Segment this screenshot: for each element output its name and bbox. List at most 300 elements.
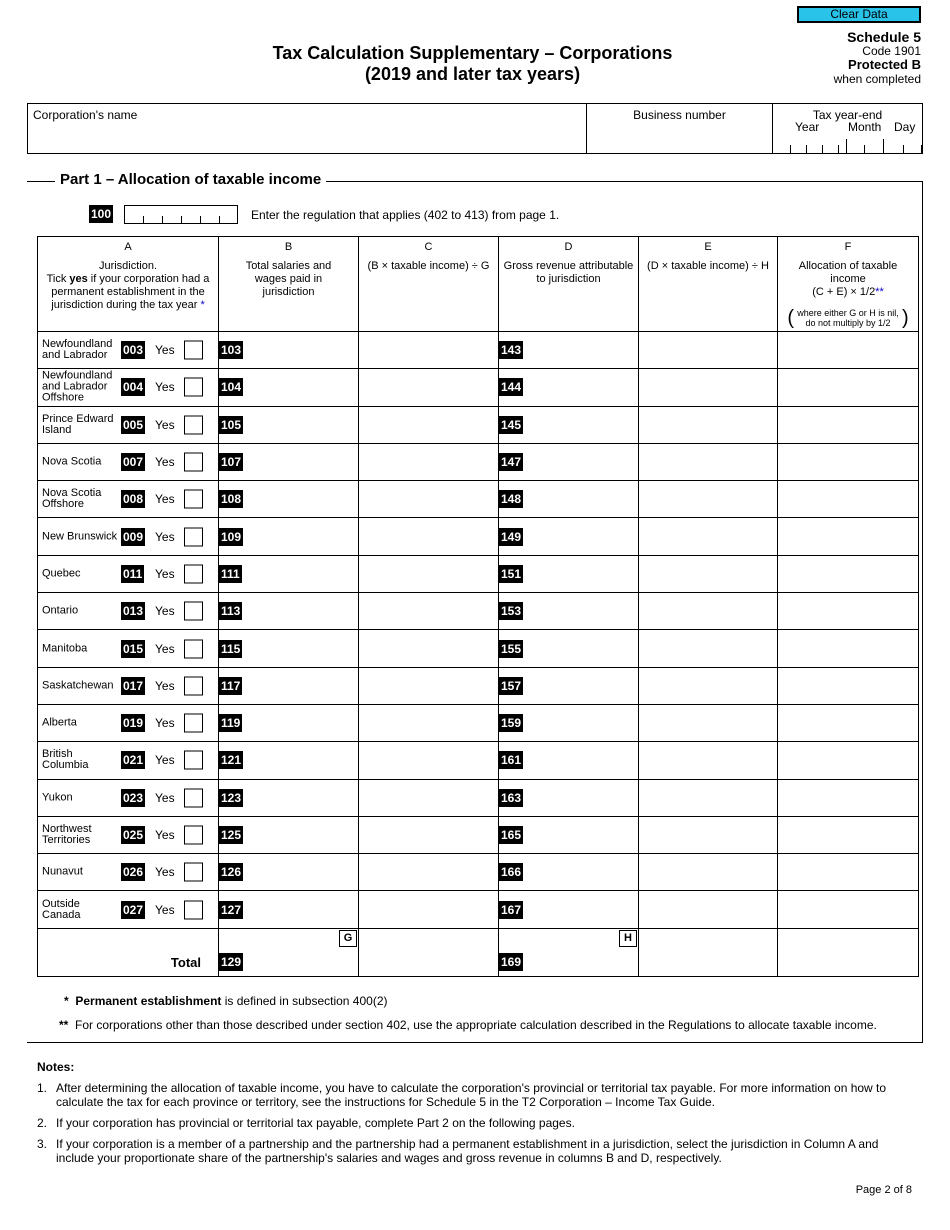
day-label: Day bbox=[894, 120, 916, 134]
date-separator bbox=[883, 139, 884, 153]
gross-revenue-code: 159 bbox=[501, 716, 522, 731]
jurisdiction-row bbox=[38, 443, 919, 480]
col-e-letter: E bbox=[704, 241, 712, 253]
salaries-code: 127 bbox=[221, 902, 242, 917]
jurisdiction-row bbox=[38, 593, 919, 630]
gross-revenue-code: 148 bbox=[501, 492, 522, 507]
jurisdiction-row bbox=[38, 854, 919, 891]
gross-revenue-field[interactable] bbox=[499, 593, 639, 630]
jurisdiction-name: Saskatchewan bbox=[42, 679, 114, 692]
jurisdiction-cell bbox=[38, 630, 219, 667]
jurisdiction-name: Manitoba bbox=[42, 642, 88, 655]
total-f-field[interactable] bbox=[778, 928, 919, 976]
total-label-cell bbox=[38, 928, 219, 976]
salaries-code: 111 bbox=[221, 566, 240, 581]
jurisdiction-code: 008 bbox=[123, 492, 144, 507]
calc-e-field[interactable] bbox=[639, 779, 778, 816]
jurisdiction-row bbox=[38, 704, 919, 741]
jurisdiction-code: 011 bbox=[123, 566, 143, 581]
jurisdiction-name: Yukon bbox=[42, 791, 73, 804]
jurisdiction-name: Nova Scotia bbox=[42, 455, 102, 468]
gross-revenue-code: 167 bbox=[501, 902, 522, 917]
jurisdiction-name: Nunavut bbox=[42, 865, 83, 878]
date-tick bbox=[921, 145, 922, 153]
date-tick bbox=[806, 145, 807, 153]
gross-revenue-field[interactable] bbox=[499, 406, 639, 443]
jurisdiction-cell bbox=[38, 891, 219, 928]
jurisdiction-row bbox=[38, 779, 919, 816]
jurisdiction-cell bbox=[38, 481, 219, 518]
calc-e-field[interactable] bbox=[639, 406, 778, 443]
schedule-code: Code 1901 bbox=[862, 44, 921, 58]
note-number: 2. bbox=[37, 1116, 48, 1130]
salaries-field[interactable] bbox=[219, 704, 359, 741]
jurisdiction-row bbox=[38, 630, 919, 667]
calc-e-field[interactable] bbox=[639, 854, 778, 891]
jurisdiction-name: Northwest Territories bbox=[42, 823, 92, 846]
calc-e-field[interactable] bbox=[639, 667, 778, 704]
gross-revenue-field[interactable] bbox=[499, 332, 639, 369]
gross-revenue-field[interactable] bbox=[499, 369, 639, 406]
yes-label: Yes bbox=[155, 641, 175, 656]
gross-revenue-field[interactable] bbox=[499, 667, 639, 704]
yes-label: Yes bbox=[155, 343, 175, 358]
salaries-code: 104 bbox=[221, 380, 242, 395]
yes-label: Yes bbox=[155, 865, 175, 880]
paren-left: ( bbox=[787, 307, 794, 329]
note-item bbox=[37, 1137, 917, 1165]
col-a-header bbox=[38, 237, 219, 332]
when-completed-label: when completed bbox=[833, 72, 921, 86]
salaries-field[interactable] bbox=[219, 891, 359, 928]
calc-e-field[interactable] bbox=[639, 891, 778, 928]
note-number: 3. bbox=[37, 1137, 48, 1151]
allocation-f-field[interactable] bbox=[778, 891, 919, 928]
allocation-f-field[interactable] bbox=[778, 593, 919, 630]
jurisdiction-cell bbox=[38, 667, 219, 704]
note-number: 1. bbox=[37, 1081, 48, 1095]
business-number-label: Business number bbox=[633, 108, 726, 122]
gross-revenue-field[interactable] bbox=[499, 779, 639, 816]
yes-checkbox[interactable] bbox=[184, 341, 203, 360]
salaries-code: 109 bbox=[221, 529, 242, 544]
col-b-letter: B bbox=[284, 241, 293, 253]
form-title-line2: (2019 and later tax years) bbox=[364, 64, 581, 84]
allocation-f-field[interactable] bbox=[778, 518, 919, 555]
regulation-instruction: Enter the regulation that applies (402 to 413) from page 1. bbox=[251, 208, 560, 222]
schedule-block bbox=[834, 30, 921, 86]
salaries-field[interactable] bbox=[219, 518, 359, 555]
yes-label: Yes bbox=[155, 753, 175, 768]
jurisdiction-row bbox=[38, 518, 919, 555]
part1-title: Part 1 – Allocation of taxable income bbox=[55, 171, 326, 188]
calc-e-field[interactable] bbox=[639, 593, 778, 630]
jurisdiction-row bbox=[38, 406, 919, 443]
calc-c-field[interactable] bbox=[359, 555, 499, 592]
gross-revenue-code: 147 bbox=[501, 455, 522, 470]
input-tick bbox=[181, 216, 182, 223]
jurisdiction-row bbox=[38, 369, 919, 406]
jurisdiction-row bbox=[38, 891, 919, 928]
calc-c-field[interactable] bbox=[359, 593, 499, 630]
calc-c-field[interactable] bbox=[359, 854, 499, 891]
footnote-1-term: Permanent establishment bbox=[75, 994, 222, 1008]
jurisdiction-code: 019 bbox=[123, 716, 144, 731]
input-tick bbox=[143, 216, 144, 223]
calc-c-field[interactable] bbox=[359, 369, 499, 406]
corporation-name-label: Corporation's name bbox=[33, 108, 138, 122]
salaries-code: 123 bbox=[221, 790, 242, 805]
jurisdiction-row bbox=[38, 816, 919, 853]
gross-revenue-field[interactable] bbox=[499, 854, 639, 891]
jurisdiction-cell bbox=[38, 518, 219, 555]
calc-c-field[interactable] bbox=[359, 518, 499, 555]
business-number-field[interactable] bbox=[587, 104, 773, 153]
salaries-field[interactable] bbox=[219, 593, 359, 630]
total-row bbox=[38, 928, 919, 976]
yes-checkbox[interactable] bbox=[184, 751, 203, 770]
identification-section bbox=[27, 103, 923, 154]
col-a-line1: Jurisdiction. bbox=[98, 260, 158, 272]
jurisdiction-cell bbox=[38, 593, 219, 630]
allocation-f-field[interactable] bbox=[778, 332, 919, 369]
jurisdiction-code: 013 bbox=[123, 604, 144, 619]
tax-year-end-label: Tax year-end bbox=[812, 108, 883, 122]
gross-revenue-code: 157 bbox=[501, 678, 522, 693]
tax-year-end-field[interactable] bbox=[773, 104, 922, 153]
calc-c-field[interactable] bbox=[359, 332, 499, 369]
col-b-header bbox=[219, 237, 359, 332]
clear-data-button[interactable]: Clear Data bbox=[797, 6, 921, 23]
date-tick bbox=[864, 145, 865, 153]
regulation-input[interactable] bbox=[124, 205, 238, 224]
allocation-f-field[interactable] bbox=[778, 704, 919, 741]
yes-checkbox[interactable] bbox=[184, 602, 203, 621]
jurisdiction-code: 003 bbox=[123, 343, 144, 358]
col-f-letter: F bbox=[844, 241, 852, 253]
yes-label: Yes bbox=[155, 902, 175, 917]
total-d-code: 169 bbox=[501, 954, 522, 969]
yes-label: Yes bbox=[155, 790, 175, 805]
note-text: After determining the allocation of taxable income, you have to calculate the corporation's provincial or territorial tax payable. For more information on how to calculate the tax for each province or territory, see the instructions for Schedule 5 in the T2 Corporation – Income Tax Guide. bbox=[56, 1081, 887, 1109]
date-tick bbox=[790, 145, 791, 153]
calc-c-field[interactable] bbox=[359, 443, 499, 480]
salaries-code: 126 bbox=[221, 865, 242, 880]
salaries-code: 121 bbox=[221, 753, 242, 768]
month-label: Month bbox=[848, 120, 882, 134]
allocation-f-field[interactable] bbox=[778, 854, 919, 891]
allocation-f-field[interactable] bbox=[778, 369, 919, 406]
calc-e-field[interactable] bbox=[639, 481, 778, 518]
col-e-header bbox=[639, 237, 778, 332]
calc-e-field[interactable] bbox=[639, 332, 778, 369]
gross-revenue-field[interactable] bbox=[499, 518, 639, 555]
col-c-letter: C bbox=[424, 241, 433, 253]
salaries-code: 103 bbox=[221, 343, 242, 358]
allocation-f-field[interactable] bbox=[778, 742, 919, 779]
gross-revenue-code: 153 bbox=[501, 604, 522, 619]
jurisdiction-name: Ontario bbox=[42, 604, 79, 617]
col-f-formula: (C + E) × 1/2** bbox=[812, 286, 884, 298]
yes-checkbox[interactable] bbox=[184, 490, 203, 509]
jurisdiction-cell bbox=[38, 406, 219, 443]
total-b-field[interactable] bbox=[219, 928, 359, 976]
salaries-field[interactable] bbox=[219, 779, 359, 816]
gross-revenue-field[interactable] bbox=[499, 555, 639, 592]
total-label: Total bbox=[170, 954, 201, 970]
salaries-code: 108 bbox=[221, 492, 242, 507]
gross-revenue-field[interactable] bbox=[499, 443, 639, 480]
jurisdiction-cell bbox=[38, 816, 219, 853]
jurisdiction-cell bbox=[38, 779, 219, 816]
yes-checkbox[interactable] bbox=[184, 826, 203, 845]
col-f-note-text: where either G or H is nil, do not multiply by 1/2 bbox=[797, 308, 899, 328]
salaries-field[interactable] bbox=[219, 854, 359, 891]
salaries-code: 125 bbox=[221, 828, 242, 842]
gross-revenue-code: 144 bbox=[501, 380, 522, 395]
gross-revenue-code: 163 bbox=[501, 790, 522, 805]
calc-c-field[interactable] bbox=[359, 406, 499, 443]
year-label: Year bbox=[795, 120, 820, 134]
col-d-letter: D bbox=[564, 241, 573, 253]
jurisdiction-code: 017 bbox=[123, 678, 144, 693]
yes-checkbox[interactable] bbox=[184, 378, 203, 397]
allocation-table bbox=[37, 236, 919, 977]
jurisdiction-code: 021 bbox=[123, 753, 144, 768]
yes-checkbox[interactable] bbox=[184, 900, 203, 919]
salaries-code: 115 bbox=[221, 641, 241, 656]
date-separator bbox=[846, 139, 847, 153]
yes-checkbox[interactable] bbox=[184, 863, 203, 882]
calc-e-field[interactable] bbox=[639, 742, 778, 779]
notes-list bbox=[37, 1081, 917, 1165]
gross-revenue-code: 145 bbox=[501, 417, 522, 432]
col-a-letter: A bbox=[124, 241, 132, 253]
gross-revenue-code: 165 bbox=[501, 828, 522, 842]
jurisdiction-cell bbox=[38, 704, 219, 741]
yes-checkbox[interactable] bbox=[184, 788, 203, 807]
jurisdiction-code: 009 bbox=[123, 529, 144, 544]
note-item bbox=[37, 1081, 917, 1109]
footnote-2 bbox=[59, 1018, 919, 1032]
calc-c-field[interactable] bbox=[359, 816, 499, 853]
yes-checkbox[interactable] bbox=[184, 676, 203, 695]
allocation-f-field[interactable] bbox=[778, 481, 919, 518]
calc-c-field[interactable] bbox=[359, 667, 499, 704]
h-marker: H bbox=[619, 930, 637, 947]
col-f-note bbox=[780, 308, 916, 328]
jurisdiction-cell bbox=[38, 443, 219, 480]
col-f-description: Allocation of taxable income bbox=[798, 260, 898, 285]
salaries-field[interactable] bbox=[219, 481, 359, 518]
jurisdiction-cell bbox=[38, 332, 219, 369]
salaries-code: 113 bbox=[221, 604, 241, 619]
yes-label: Yes bbox=[155, 529, 175, 544]
footnote-1-star: * bbox=[64, 994, 69, 1008]
note-text: If your corporation is a member of a partnership and the partnership had a permanent establishment in a jurisdiction, select the jurisdiction in Column A and include your proportionate share of the partnership's salaries and wages and gross revenue in columns B and D, respectively. bbox=[56, 1137, 879, 1165]
calc-e-field[interactable] bbox=[639, 704, 778, 741]
gross-revenue-code: 155 bbox=[501, 641, 522, 656]
g-marker: G bbox=[339, 930, 357, 947]
yes-checkbox[interactable] bbox=[184, 453, 203, 472]
allocation-f-field[interactable] bbox=[778, 630, 919, 667]
salaries-code: 105 bbox=[221, 417, 242, 432]
gross-revenue-field[interactable] bbox=[499, 630, 639, 667]
note-text: If your corporation has provincial or territorial tax payable, complete Part 2 on the following pages. bbox=[56, 1116, 575, 1130]
gross-revenue-field[interactable] bbox=[499, 891, 639, 928]
col-e-description: (D × taxable income) ÷ H bbox=[647, 260, 769, 272]
calc-e-field[interactable] bbox=[639, 630, 778, 667]
col-c-header bbox=[359, 237, 499, 332]
gross-revenue-code: 166 bbox=[501, 865, 522, 880]
yes-checkbox[interactable] bbox=[184, 564, 203, 583]
col-f-header bbox=[778, 237, 919, 332]
input-tick bbox=[200, 216, 201, 223]
gross-revenue-code: 161 bbox=[501, 753, 522, 768]
jurisdiction-code: 004 bbox=[123, 380, 144, 395]
yes-label: Yes bbox=[155, 380, 175, 395]
total-d-field[interactable] bbox=[499, 928, 639, 976]
calc-c-field[interactable] bbox=[359, 481, 499, 518]
calc-e-field[interactable] bbox=[639, 555, 778, 592]
salaries-code: 117 bbox=[221, 678, 241, 693]
calc-e-field[interactable] bbox=[639, 369, 778, 406]
yes-label: Yes bbox=[155, 716, 175, 731]
jurisdiction-name: Prince Edward Island bbox=[42, 412, 114, 436]
jurisdiction-code: 023 bbox=[123, 790, 144, 805]
yes-checkbox[interactable] bbox=[184, 639, 203, 658]
salaries-field[interactable] bbox=[219, 369, 359, 406]
salaries-field[interactable] bbox=[219, 816, 359, 853]
yes-label: Yes bbox=[155, 678, 175, 693]
calc-c-field[interactable] bbox=[359, 779, 499, 816]
calc-c-field[interactable] bbox=[359, 630, 499, 667]
calc-e-field[interactable] bbox=[639, 443, 778, 480]
date-tick bbox=[822, 145, 823, 153]
gross-revenue-code: 149 bbox=[501, 529, 522, 544]
date-tick bbox=[838, 145, 839, 153]
jurisdiction-name: New Brunswick bbox=[42, 530, 118, 543]
form-title-line1: Tax Calculation Supplementary – Corporations bbox=[272, 43, 673, 63]
jurisdiction-row bbox=[38, 742, 919, 779]
page-number: Page 2 of 8 bbox=[855, 1184, 912, 1196]
regulation-code: 100 bbox=[91, 207, 112, 221]
calc-c-field[interactable] bbox=[359, 742, 499, 779]
allocation-f-field[interactable] bbox=[778, 555, 919, 592]
col-d-description: Gross revenue attributable to jurisdiction bbox=[503, 260, 634, 285]
yes-label: Yes bbox=[155, 492, 175, 507]
schedule-number: Schedule 5 bbox=[847, 29, 921, 45]
gross-revenue-code: 143 bbox=[501, 343, 522, 358]
jurisdiction-row bbox=[38, 555, 919, 592]
allocation-f-field[interactable] bbox=[778, 779, 919, 816]
salaries-field[interactable] bbox=[219, 443, 359, 480]
jurisdiction-code: 007 bbox=[123, 455, 144, 470]
yes-checkbox[interactable] bbox=[184, 527, 203, 546]
calc-e-field[interactable] bbox=[639, 816, 778, 853]
jurisdiction-row bbox=[38, 667, 919, 704]
jurisdiction-code: 026 bbox=[123, 865, 144, 880]
salaries-field[interactable] bbox=[219, 332, 359, 369]
footnote-1 bbox=[64, 994, 388, 1008]
jurisdiction-name: Newfoundland and Labrador bbox=[42, 338, 113, 362]
col-d-header bbox=[499, 237, 639, 332]
allocation-f-field[interactable] bbox=[778, 667, 919, 704]
jurisdiction-cell bbox=[38, 742, 219, 779]
salaries-field[interactable] bbox=[219, 630, 359, 667]
protected-label: Protected B bbox=[848, 57, 921, 72]
total-e-field[interactable] bbox=[639, 928, 778, 976]
allocation-f-field[interactable] bbox=[778, 443, 919, 480]
input-tick bbox=[162, 216, 163, 223]
paren-right: ) bbox=[902, 307, 909, 329]
footnote-2-text: For corporations other than those described under section 402, use the appropriate calculation described in the Regulations to allocate taxable income. bbox=[75, 1018, 877, 1032]
col-a-description: Tick yes if your corporation had a permanent establishment in the jurisdiction during the tax year * bbox=[46, 273, 210, 311]
notes-title: Notes: bbox=[37, 1060, 75, 1074]
jurisdiction-name: Nova Scotia Offshore bbox=[42, 487, 102, 511]
corporation-name-field[interactable] bbox=[28, 104, 587, 153]
salaries-field[interactable] bbox=[219, 555, 359, 592]
jurisdiction-name: Outside Canada bbox=[42, 897, 81, 921]
jurisdiction-code: 015 bbox=[123, 641, 144, 656]
col-b-description: Total salaries and wages paid in jurisdiction bbox=[245, 260, 332, 298]
allocation-f-field[interactable] bbox=[778, 406, 919, 443]
jurisdiction-code: 005 bbox=[123, 417, 144, 432]
yes-label: Yes bbox=[155, 566, 175, 581]
yes-label: Yes bbox=[155, 604, 175, 619]
date-tick bbox=[903, 145, 904, 153]
jurisdiction-cell bbox=[38, 369, 219, 406]
footnote-1-text: is defined in subsection 400(2) bbox=[221, 994, 388, 1008]
jurisdiction-name: Newfoundland and Labrador Offshore bbox=[42, 369, 113, 404]
allocation-f-field[interactable] bbox=[778, 816, 919, 853]
jurisdiction-row bbox=[38, 332, 919, 369]
calc-e-field[interactable] bbox=[639, 518, 778, 555]
notes-section bbox=[37, 1060, 917, 1165]
salaries-code: 119 bbox=[221, 716, 241, 731]
total-c-field[interactable] bbox=[359, 928, 499, 976]
footnote-2-star: ** bbox=[59, 1018, 69, 1032]
total-b-code: 129 bbox=[221, 954, 242, 969]
yes-label: Yes bbox=[155, 828, 175, 842]
salaries-field[interactable] bbox=[219, 742, 359, 779]
col-c-description: (B × taxable income) ÷ G bbox=[367, 260, 490, 272]
jurisdiction-name: Quebec bbox=[42, 567, 81, 580]
gross-revenue-field[interactable] bbox=[499, 481, 639, 518]
input-tick bbox=[219, 216, 220, 223]
jurisdiction-cell bbox=[38, 854, 219, 891]
salaries-field[interactable] bbox=[219, 406, 359, 443]
gross-revenue-field[interactable] bbox=[499, 704, 639, 741]
jurisdiction-code: 025 bbox=[123, 828, 144, 842]
yes-label: Yes bbox=[155, 417, 175, 432]
jurisdiction-name: British Columbia bbox=[42, 748, 89, 772]
salaries-field[interactable] bbox=[219, 667, 359, 704]
yes-checkbox[interactable] bbox=[184, 415, 203, 434]
jurisdiction-code: 027 bbox=[123, 902, 144, 917]
yes-checkbox[interactable] bbox=[184, 714, 203, 733]
gross-revenue-field[interactable] bbox=[499, 816, 639, 853]
salaries-code: 107 bbox=[221, 455, 242, 470]
calc-c-field[interactable] bbox=[359, 704, 499, 741]
note-item bbox=[37, 1116, 917, 1130]
gross-revenue-code: 151 bbox=[501, 566, 522, 581]
gross-revenue-field[interactable] bbox=[499, 742, 639, 779]
calc-c-field[interactable] bbox=[359, 891, 499, 928]
jurisdiction-name: Alberta bbox=[42, 716, 77, 729]
jurisdiction-row bbox=[38, 481, 919, 518]
yes-label: Yes bbox=[155, 455, 175, 470]
